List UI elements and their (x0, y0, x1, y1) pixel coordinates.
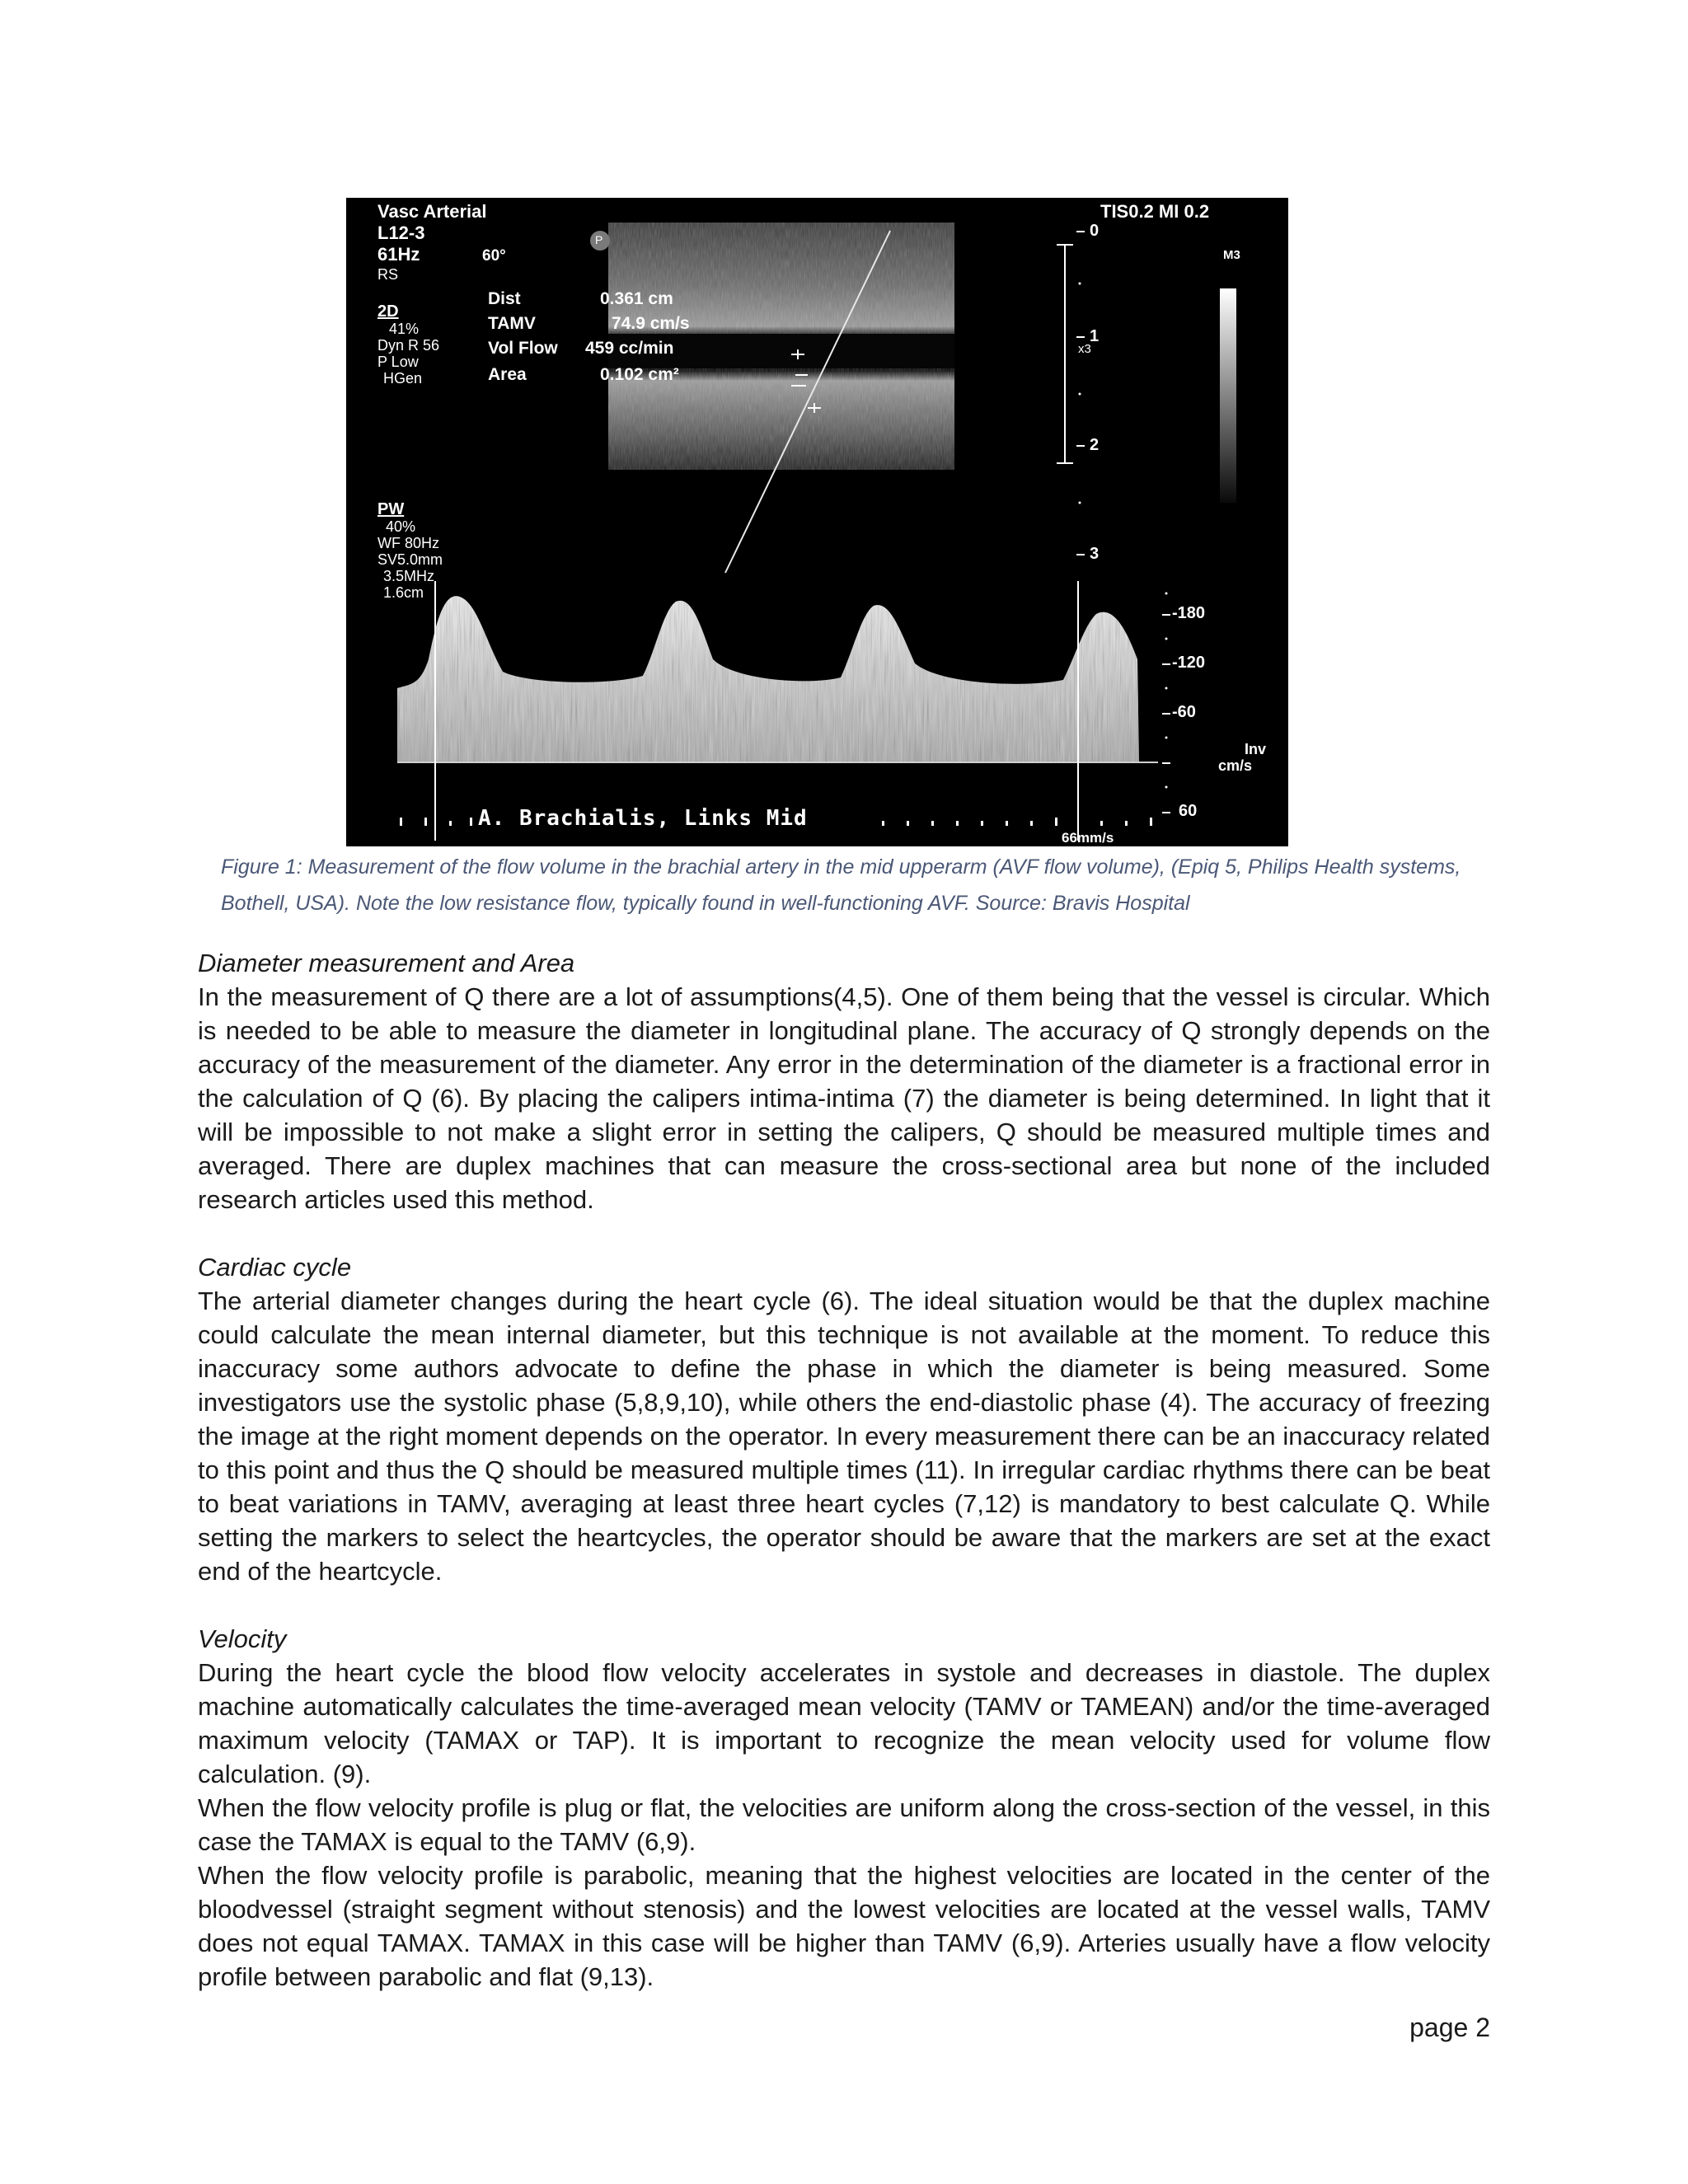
depth-tick-3: 3 (1090, 545, 1100, 563)
p-marker-label: P (595, 233, 603, 246)
pw-sample-volume: SV5.0mm (377, 551, 443, 568)
velocity-tick-60: -60 (1172, 703, 1196, 721)
pw-frequency: 3.5MHz (383, 568, 435, 584)
figure-caption: Figure 1: Measurement of the flow volume in the brachial artery in the mid upperarm (AVF flow volume), (Epiq 5, Philips Health systems, Bothell, USA). Note the low resistance flow, typically found in well-functioning AVF. Source: Bravis Hospital (221, 855, 1461, 915)
pw-wall-filter: WF 80Hz (377, 535, 440, 551)
velocity-tick-pos60: 60 (1179, 802, 1198, 820)
mode-2d-label: 2D (377, 302, 399, 321)
inv-label: Inv (1245, 741, 1267, 757)
dyn-range-label: Dyn R 56 (377, 337, 440, 354)
depth-tick-1: 1 (1090, 327, 1100, 345)
velocity-tick-180: -180 (1172, 604, 1206, 622)
meas-label-dist: Dist (488, 289, 521, 308)
tis-mi-label: TIS0.2 MI 0.2 (1100, 201, 1210, 222)
preset-label: Vasc Arterial (377, 201, 487, 222)
angle-label: 60° (482, 247, 506, 265)
transducer-label: L12-3 (377, 223, 425, 243)
meas-value-area: 0.102 cm² (600, 365, 679, 384)
section-heading: Velocity (198, 1624, 287, 1653)
depth-tick-2: 2 (1090, 436, 1100, 454)
section-diameter (198, 946, 1490, 1216)
paragraph: When the flow velocity profile is plug or flat, the velocities are uniform along the cross-section of the vessel, in this case the TAMAX is equal to the TAMV (6,9). (198, 1793, 1490, 1856)
section-velocity (198, 1622, 1490, 1994)
section-heading: Cardiac cycle (198, 1253, 352, 1282)
meas-label-area: Area (488, 365, 527, 384)
section-cardiac-cycle (198, 1250, 1490, 1588)
paragraph: When the flow velocity profile is parabolic, meaning that the highest velocities are located in the center of the bloodvessel (straight segment without stenosis) and the lowest velocities are located at the vessel walls, TAMV does not equal TAMAX. TAMAX in this case will be higher than TAMV (6,9). Arteries usually have a flow velocity profile between parabolic and flat (9,13). (198, 1861, 1490, 1991)
vessel-annotation: A. Brachialis, Links Mid (478, 806, 808, 831)
ultrasound-figure (346, 198, 1288, 846)
hgen-label: HGen (383, 370, 423, 387)
meas-label-tamv: TAMV (488, 314, 536, 333)
paragraph: In the measurement of Q there are a lot of assumptions(4,5). One of them being that the vessel is circular. Which is needed to be able to measure the diameter in longitudinal plane. The accuracy of Q strongly depends on the accuracy of the measurement of the diameter. Any error in the determination of the diameter is a fractional error in the calculation of Q (6). By placing the calipers intima-intima (7) the diameter is being determined. In light that it will be impossible to not make a slight error in setting the calipers, Q should be measured multiple times and averaged. There are duplex machines that can measure the cross-sectional area but none of the included research articles used this method. (198, 982, 1490, 1214)
depth-tick-0: 0 (1090, 222, 1100, 240)
velocity-tick-120: -120 (1172, 654, 1206, 672)
gain-2d-label: 41% (389, 321, 420, 337)
pw-depth: 1.6cm (383, 584, 424, 601)
paragraph: The arterial diameter changes during the heart cycle (6). The ideal situation would be that the duplex machine could calculate the mean internal diameter, but this technique is not available at the moment. To reduce this inaccuracy some authors advocate to define the phase in which the diameter is being measured. Some investigators use the systolic phase (5,8,9,10), while others the end-diastolic phase (4). The accuracy of freezing the image at the right moment depends on the operator. In every measurement there can be an inaccuracy related to this point and thus the Q should be measured multiple times (11). In irregular cardiac rhythms there can be beat to beat variations in TAMV, averaging at least three heart cycles (7,12) is mandatory to best calculate Q. While setting the markers to select the heartcycles, the operator should be aware that the markers are set at the exact end of the heartcycle. (198, 1286, 1490, 1586)
section-heading: Diameter measurement and Area (198, 949, 575, 977)
persistence-label: P Low (377, 354, 419, 370)
pw-gain: 40% (386, 518, 416, 535)
frame-rate-label: 61Hz (377, 244, 420, 265)
velocity-unit-label: cm/s (1218, 757, 1253, 774)
meas-value-tamv: 74.9 cm/s (612, 314, 690, 333)
grayscale-map-bar (1220, 288, 1236, 503)
paragraph: During the heart cycle the blood flow velocity accelerates in systole and decreases in diastole. The duplex machine automatically calculates the time-averaged mean velocity (TAMV or TAMEAN) and/or the time-averaged maximum velocity (TAMAX or TAP). It is important to recognize the mean velocity used for volume flow calculation. (9). (198, 1658, 1490, 1788)
velocity-scale (1162, 593, 1170, 814)
rs-label: RS (377, 266, 399, 283)
meas-value-vol-flow: 459 cc/min (585, 339, 674, 358)
map-label: M3 (1223, 248, 1240, 262)
pw-label: PW (377, 500, 405, 518)
sweep-speed-label: 66mm/s (1062, 830, 1114, 846)
meas-label-vol-flow: Vol Flow (488, 339, 558, 358)
document-body (198, 946, 1490, 2027)
page-number: page 2 (1409, 2013, 1490, 2042)
zoom-label: x3 (1078, 342, 1091, 356)
meas-value-dist: 0.361 cm (600, 289, 673, 308)
depth-scale (1057, 245, 1073, 463)
